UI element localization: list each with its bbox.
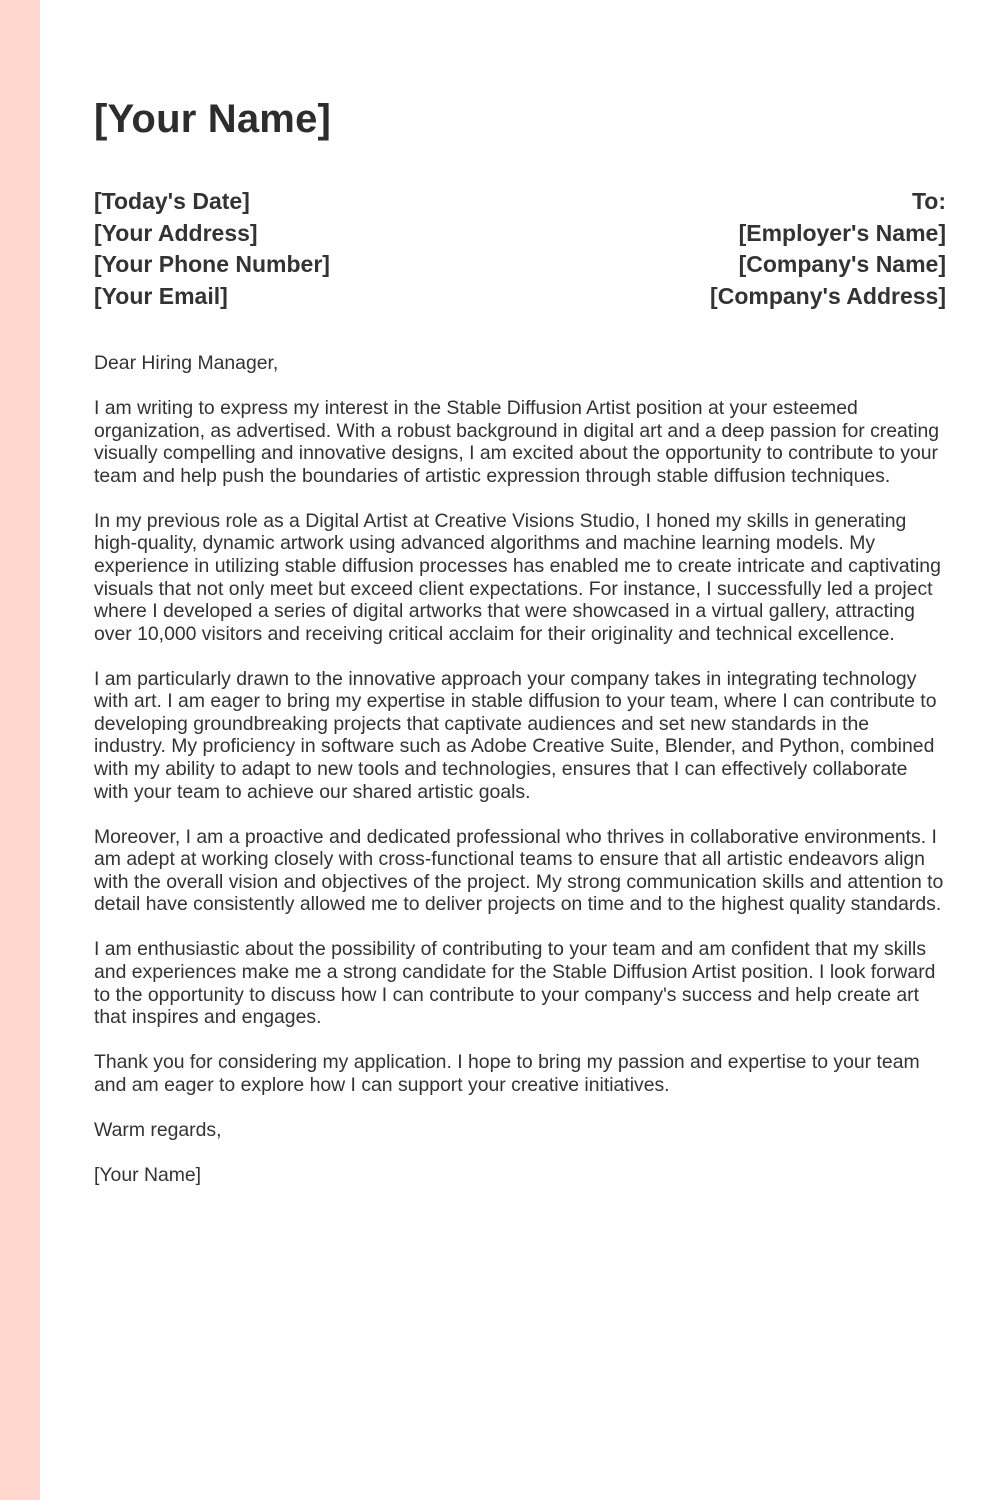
- sender-info: [94, 186, 330, 312]
- signature: [Your Name]: [94, 1163, 202, 1186]
- body-paragraph: I am writing to express my interest in the Stable Diffusion Artist position at your esteemed organization, as advertised. With a robust background in digital art and a deep passion for creating visually compelling and innovative designs, I am excited about the opportunity to contribute to your team and help push the boundaries of artistic expression through stable diffusion techniques.: [94, 396, 940, 487]
- body-paragraph: I am enthusiastic about the possibility of contributing to your team and am confident that my skills and experiences make me a strong candidate for the Stable Diffusion Artist position. I look forward to the opportunity to discuss how I can contribute to your company's success and help create art that inspires and engages.: [94, 938, 936, 1029]
- sender-date: [Today's Date]: [94, 188, 250, 214]
- sender-phone: [Your Phone Number]: [94, 251, 330, 277]
- body-paragraph: In my previous role as a Digital Artist at Creative Visions Studio, I honed my skills in generating high-quality, dynamic artwork using advanced algorithms and machine learning models. My experience in utilizing stable diffusion processes has enabled me to create intricate and captivating visuals that not only meet but exceed client expectations. For instance, I successfully led a project where I developed a series of digital artworks that were showcased in a virtual gallery, attracting over 10,000 visitors and receiving critical acclaim for their originality and technical excellence.: [94, 509, 941, 645]
- contact-block: [94, 186, 946, 312]
- recipient-company: [Company's Name]: [738, 251, 946, 277]
- body-paragraph: Moreover, I am a proactive and dedicated professional who thrives in collaborative environments. I am adept at working closely with cross-functional teams to ensure that all artistic endeavors align with the overall vision and objectives of the project. My strong communication skills and attention to detail have consistently allowed me to deliver projects on time and to the highest quality standards.: [94, 825, 944, 916]
- closing: Warm regards,: [94, 1118, 222, 1141]
- letter-body: [94, 352, 946, 1209]
- letter-heading-name: [Your Name]: [94, 97, 332, 141]
- recipient-info: [710, 186, 946, 312]
- recipient-company-address: [Company's Address]: [710, 282, 946, 309]
- salutation: Dear Hiring Manager,: [94, 352, 279, 374]
- decorative-side-stripe: [0, 0, 40, 1500]
- body-paragraph: Thank you for considering my application. I hope to bring my passion and expertise to your team and am eager to explore how I can support your creative initiatives.: [94, 1051, 920, 1096]
- recipient-employer: [Employer's Name]: [738, 219, 946, 246]
- sender-email: [Your Email]: [94, 282, 228, 309]
- body-paragraph: I am particularly drawn to the innovative approach your company takes in integrating technology with art. I am eager to bring my expertise in stable diffusion to your team, where I can contribute to developing groundbreaking projects that captivate audiences and set new standards in the industry. My proficiency in software such as Adobe Creative Suite, Blender, and Python, combined with my ability to adapt to new tools and technologies, ensures that I can effectively collaborate with your team to achieve our shared artistic goals.: [94, 667, 937, 803]
- sender-address: [Your Address]: [94, 219, 258, 246]
- cover-letter: [94, 0, 946, 1500]
- recipient-to-label: To:: [911, 188, 946, 214]
